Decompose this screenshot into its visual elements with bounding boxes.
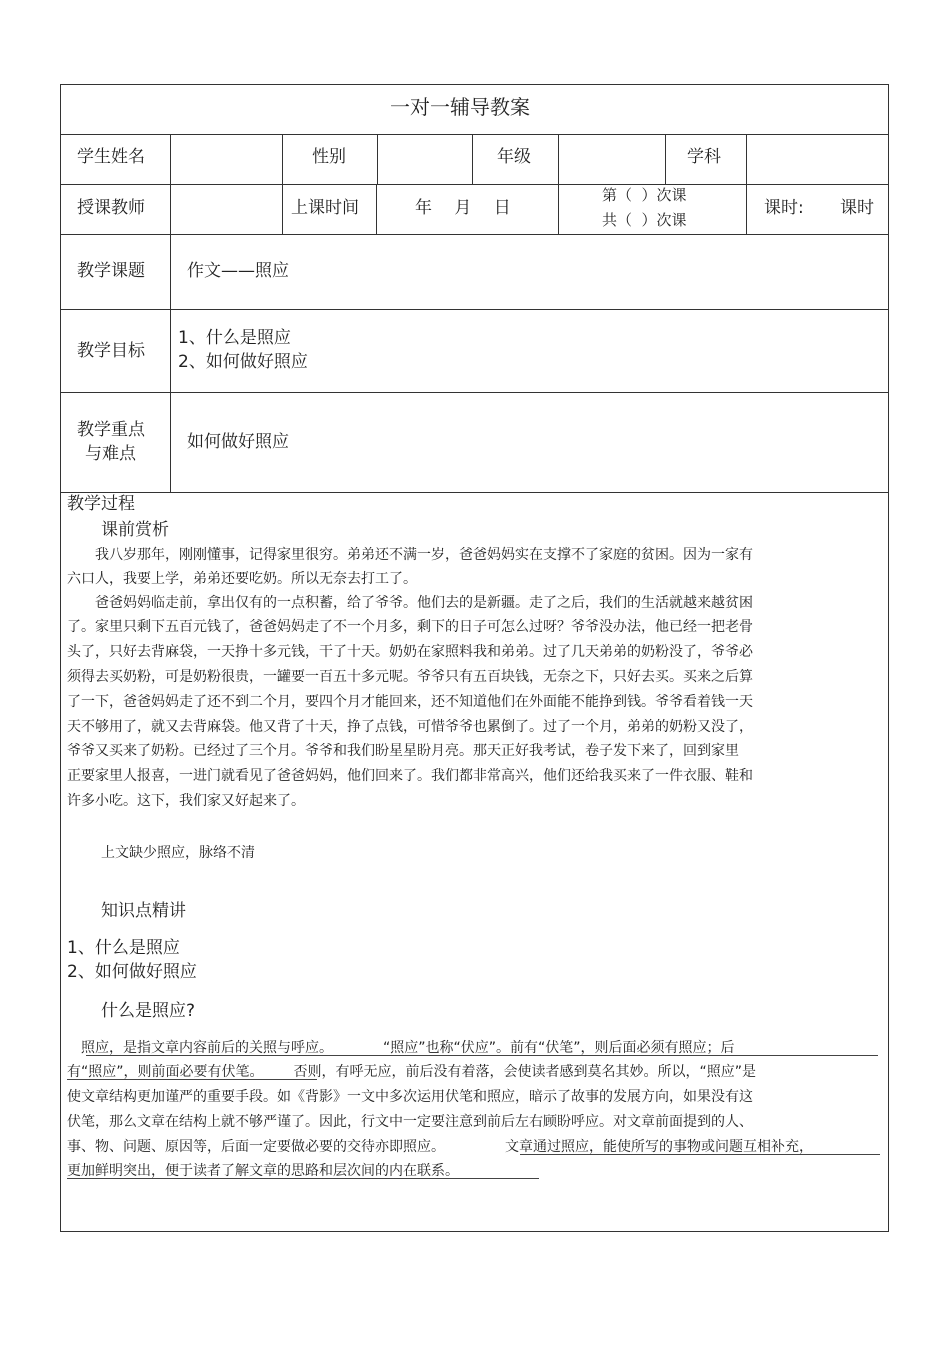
goal-label: 教学目标 — [77, 341, 145, 361]
passage-line: 了。家里只剩下五百元钱了，爸爸妈妈走了不一个月多，剩下的日子可怎么过呀？爷爷没办法，他已经一把老骨 — [67, 619, 753, 635]
knowledge-item: 2、如何做好照应 — [67, 962, 197, 982]
passage-line: 许多小吃。这下，我们家又好起来了。 — [67, 793, 305, 809]
passage-line: 六口人，我要上学，弟弟还要吃奶。所以无奈去打工了。 — [67, 571, 417, 587]
subject-label: 学科 — [687, 147, 721, 167]
gender-label: 性别 — [312, 147, 346, 167]
topic-label: 教学课题 — [77, 261, 145, 281]
passage-line: 我八岁那年，刚刚懂事，记得家里很穷。弟弟还不满一岁，爸爸妈妈实在支撑不了家庭的贫困。因为一家有 — [67, 547, 753, 563]
grade-label: 年级 — [497, 147, 531, 167]
date-field: 年 月 日 — [415, 198, 511, 218]
row-divider — [60, 392, 889, 393]
definition-segment: 事、物、问题、原因等，后面一定要做必要的交待亦即照应。 — [67, 1139, 445, 1155]
definition-line: 更加鲜明突出，便于读者了解文章的思路和层次间的内在联系。 — [67, 1163, 459, 1179]
passage-line: 爸爸妈妈临走前，拿出仅有的一点积蓄，给了爷爷。他们去的是新疆。走了之后，我们的生活就越来越贫困 — [67, 595, 753, 611]
row-divider — [60, 492, 889, 493]
question-heading: 什么是照应? — [101, 1001, 196, 1021]
definition-segment: 照应，是指文章内容前后的关照与呼应。 — [67, 1040, 333, 1056]
col-divider — [665, 134, 666, 184]
col-divider — [170, 134, 171, 492]
definition-line: 伏笔，那么文章在结构上就不够严谨了。因此，行文中一定要注意到前后左右顾盼呼应。对文章前面提到的人、 — [67, 1114, 753, 1130]
pre-reading-heading: 课前赏析 — [101, 520, 169, 540]
passage-line: 爷爷又买来了奶粉。已经过了三个月。爷爷和我们盼星星盼月亮。那天正好我考试，卷子发下来了，回到家里 — [67, 743, 739, 759]
student-name-label: 学生姓名 — [77, 147, 145, 167]
underline-mark — [520, 1154, 880, 1155]
row-divider — [60, 184, 889, 185]
knowledge-item: 1、什么是照应 — [67, 938, 180, 958]
passage-line: 天不够用了，就又去背麻袋。他又背了十天，挣了点钱，可惜爷爷也累倒了。过了一个月，弟弟的奶粉又没了， — [67, 719, 753, 735]
hours-unit: 课时 — [840, 198, 874, 218]
key-point-label: 教学重点 — [77, 420, 145, 440]
process-heading: 教学过程 — [67, 494, 135, 514]
col-divider — [282, 134, 283, 234]
lesson-number: 第（ ）次课 — [602, 186, 687, 204]
goal-item: 1、什么是照应 — [178, 328, 291, 348]
knowledge-heading: 知识点精讲 — [101, 901, 186, 921]
passage-line: 头了，只好去背麻袋，一天挣十多元钱，干了十天。奶奶在家照料我和弟弟。过了几天弟弟的奶粉没了，爷爷必 — [67, 644, 753, 660]
col-divider — [746, 134, 747, 234]
document-title: 一对一辅导教案 — [390, 95, 530, 119]
passage-line: 了一下，爸爸妈妈走了还不到二个月，要四个月才能回来，还不知道他们在外面能不能挣到钱。爷爷看着钱一天 — [67, 694, 753, 710]
col-divider — [377, 134, 378, 184]
teacher-label: 授课教师 — [77, 198, 145, 218]
lesson-total: 共（ ）次课 — [602, 211, 687, 229]
col-divider — [376, 184, 377, 234]
underline-mark — [67, 1178, 539, 1179]
goal-item: 2、如何做好照应 — [178, 352, 308, 372]
passage-line: 须得去买奶粉，可是奶粉很贵，一罐要一百五十多元呢。爷爷只有五百块钱，无奈之下，只好去买。买来之后算 — [67, 669, 753, 685]
definition-segment: “照应”也称“伏应”。前有“伏笔”，则后面必须有照应；后 — [383, 1040, 735, 1056]
topic-value: 作文——照应 — [187, 261, 289, 281]
col-divider — [558, 134, 559, 234]
passage-comment: 上文缺少照应，脉络不清 — [101, 845, 255, 861]
row-divider — [60, 234, 889, 235]
col-divider — [472, 134, 473, 184]
underline-mark — [67, 1079, 317, 1080]
underline-mark — [86, 1055, 878, 1056]
row-divider — [60, 309, 889, 310]
definition-segment: 有“照应”，则前面必要有伏笔。 — [67, 1064, 264, 1080]
row-divider — [60, 134, 889, 135]
definition-line: 使文章结构更加谨严的重要手段。如《背影》一文中多次运用伏笔和照应，暗示了故事的发展方向，如果没有这 — [67, 1089, 753, 1105]
class-time-label: 上课时间 — [291, 198, 359, 218]
definition-segment: 否则，有呼无应，前后没有着落，会使读者感到莫名其妙。所以，“照应”是 — [293, 1064, 757, 1080]
key-point-label-2: 与难点 — [85, 444, 136, 464]
passage-line: 正要家里人报喜，一进门就看见了爸爸妈妈，他们回来了。我们都非常高兴，他们还给我买来了一件衣服、鞋和 — [67, 768, 753, 784]
hours-label: 课时: — [764, 198, 804, 218]
definition-segment: 文章通过照应，能使所写的事物或问题互相补充， — [505, 1139, 813, 1155]
key-point-value: 如何做好照应 — [187, 432, 289, 452]
